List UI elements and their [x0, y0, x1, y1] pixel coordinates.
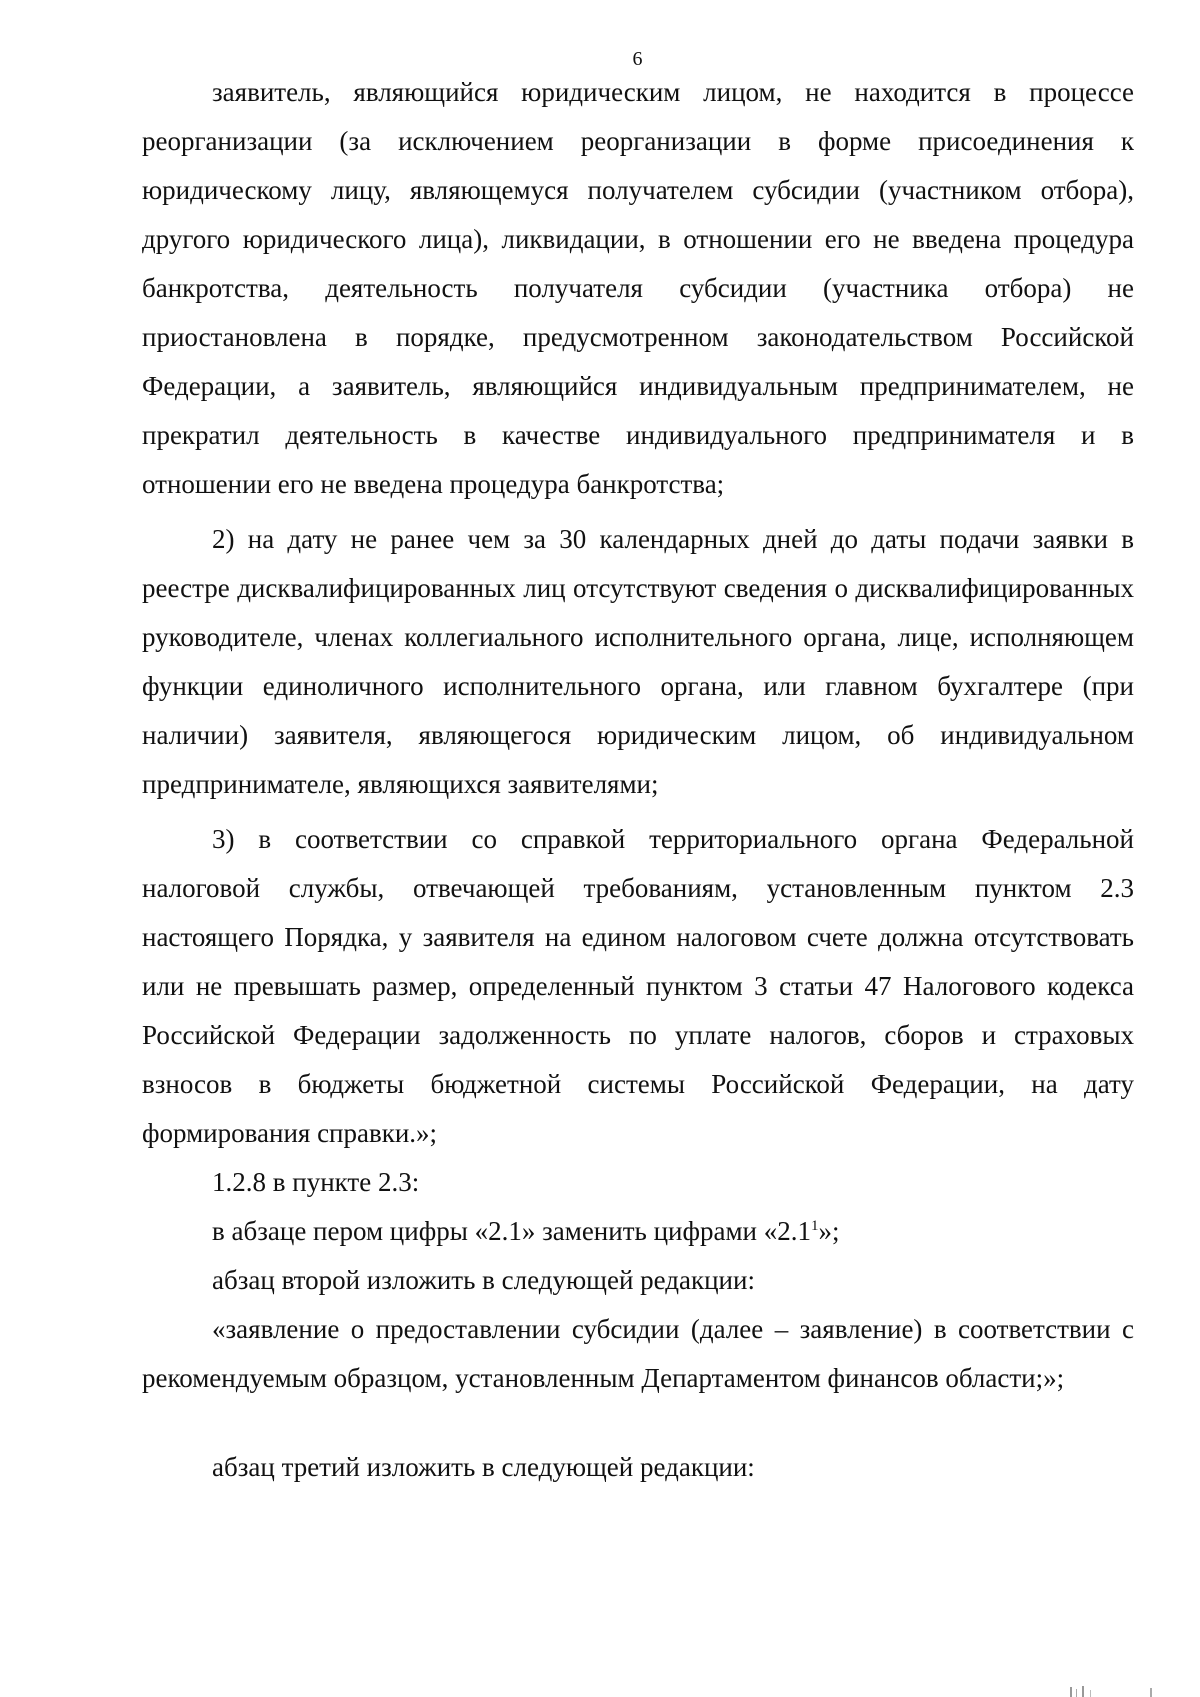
paragraph-replace-digits — [142, 1207, 1134, 1256]
document-body — [142, 68, 1134, 1492]
paragraph-application-quote: «заявление о предоставлении субсидии (далее – заявление) в соответствии с рекомендуемым образцом, установленным Департаментом финансов области;»; — [142, 1314, 1134, 1393]
paragraph-1: заявитель, являющийся юридическим лицом, не находится в процессе реорганизации (за исключением реорганизации в форме присоединения к юридическому лицу, являющемуся получателем субсидии (участником отбора), другого юридического лица), ликвидации, в отношении его не введена процедура банкротства, деятельность получателя субсидии (участника отбора) не приостановлена в порядке, предусмотренном законодательством Российской Федерации, а заявитель, являющийся индивидуальным предпринимателем, не прекратил деятельность в качестве индивидуального предпринимателя и в отношении его не введена процедура банкротства; — [142, 77, 1134, 499]
paragraph-third-abzats: абзац третий изложить в следующей редакции: — [212, 1452, 755, 1482]
replace-digits-text: в абзаце пером цифры «2.1» заменить цифрами «2.1 — [212, 1216, 811, 1246]
paragraph-second-abzats: абзац второй изложить в следующей редакции: — [212, 1265, 755, 1295]
superscript-one: 1 — [810, 1218, 819, 1234]
page-number: 6 — [632, 48, 643, 70]
replace-digits-closing: »; — [818, 1216, 840, 1246]
paragraph-clause-1-2-8: 1.2.8 в пункте 2.3: — [212, 1167, 420, 1197]
paragraph-item-2: 2) на дату не ранее чем за 30 календарных дней до даты подачи заявки в реестре дисквалифицированных лиц отсутствуют сведения о дисквалифицированных руководителе, членах коллегиального исполнительного органа, лице, исполняющем функции единоличного исполнительного органа, или главном бухгалтере (при наличии) заявителя, являющегося юридическим лицом, об индивидуальном предпринимателе, являющихся заявителями; — [142, 524, 1134, 799]
scan-artifact-marks — [1030, 1683, 1170, 1697]
paragraph-item-3: 3) в соответствии со справкой территориального органа Федеральной налоговой службы, отвечающей требованиям, установленным пунктом 2.3 настоящего Порядка, у заявителя на едином налоговом счете должна отсутствовать или не превышать размер, определенный пунктом 3 статьи 47 Налогового кодекса Российской Федерации задолженность по уплате налогов, сборов и страховых взносов в бюджеты бюджетной системы Российской Федерации, на дату формирования справки.»; — [142, 824, 1134, 1148]
